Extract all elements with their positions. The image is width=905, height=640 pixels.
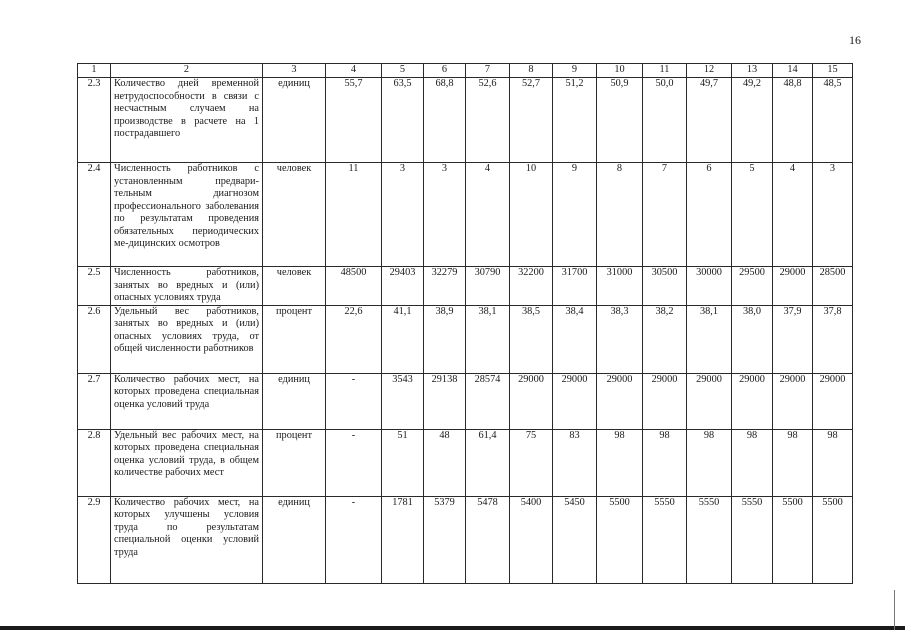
row-number: 2.4 <box>78 163 111 267</box>
value-cell: 29000 <box>553 373 597 429</box>
value-cell: 30790 <box>466 267 510 306</box>
value-cell: 41,1 <box>382 305 424 373</box>
value-cell: 29000 <box>773 373 813 429</box>
value-cell: 98 <box>687 429 732 496</box>
value-cell: 29000 <box>732 373 773 429</box>
value-cell: 7 <box>643 163 687 267</box>
indicator-name: Количество дней временной нетрудоспособности в связи с несчастным случаем на производстве в расчете на 1 пострадавшего <box>111 78 263 163</box>
column-header: 15 <box>813 64 853 78</box>
value-cell: 29000 <box>597 373 643 429</box>
column-header: 13 <box>732 64 773 78</box>
value-cell: 31700 <box>553 267 597 306</box>
value-cell: 28574 <box>466 373 510 429</box>
value-cell: - <box>326 429 382 496</box>
value-cell: 98 <box>732 429 773 496</box>
table-row <box>78 267 853 306</box>
value-cell: 30000 <box>687 267 732 306</box>
column-header: 8 <box>510 64 553 78</box>
value-cell: 38,4 <box>553 305 597 373</box>
value-cell: 49,2 <box>732 78 773 163</box>
value-cell: 38,0 <box>732 305 773 373</box>
value-cell: - <box>326 373 382 429</box>
value-cell: 98 <box>597 429 643 496</box>
table-row <box>78 429 853 496</box>
value-cell: 29000 <box>510 373 553 429</box>
value-cell: 22,6 <box>326 305 382 373</box>
column-header: 5 <box>382 64 424 78</box>
table-row <box>78 163 853 267</box>
table-row <box>78 373 853 429</box>
value-cell: 48500 <box>326 267 382 306</box>
value-cell: 3 <box>813 163 853 267</box>
row-number: 2.9 <box>78 496 111 583</box>
indicator-name: Численность работников, занятых во вредных и (или) опасных условиях труда <box>111 267 263 306</box>
value-cell: 37,9 <box>773 305 813 373</box>
column-header: 1 <box>78 64 111 78</box>
value-cell: 4 <box>773 163 813 267</box>
unit-cell: человек <box>263 267 326 306</box>
row-number: 2.8 <box>78 429 111 496</box>
unit-cell: единиц <box>263 496 326 583</box>
table-header-row <box>78 64 853 78</box>
value-cell: 5550 <box>643 496 687 583</box>
value-cell: 48,8 <box>773 78 813 163</box>
column-header: 12 <box>687 64 732 78</box>
value-cell: 51 <box>382 429 424 496</box>
value-cell: 5550 <box>732 496 773 583</box>
value-cell: 32279 <box>424 267 466 306</box>
value-cell: 6 <box>687 163 732 267</box>
table-row <box>78 305 853 373</box>
column-header: 6 <box>424 64 466 78</box>
value-cell: 38,1 <box>687 305 732 373</box>
value-cell: 38,9 <box>424 305 466 373</box>
value-cell: 29403 <box>382 267 424 306</box>
value-cell: 10 <box>510 163 553 267</box>
value-cell: 38,5 <box>510 305 553 373</box>
indicators-table <box>77 63 853 584</box>
page-bottom-rule <box>0 626 905 630</box>
value-cell: 50,9 <box>597 78 643 163</box>
value-cell: 48 <box>424 429 466 496</box>
value-cell: 52,7 <box>510 78 553 163</box>
value-cell: 4 <box>466 163 510 267</box>
value-cell: 38,3 <box>597 305 643 373</box>
value-cell: 98 <box>643 429 687 496</box>
table-row <box>78 496 853 583</box>
value-cell: 1781 <box>382 496 424 583</box>
value-cell: 3 <box>424 163 466 267</box>
value-cell: 55,7 <box>326 78 382 163</box>
value-cell: 29000 <box>643 373 687 429</box>
value-cell: - <box>326 496 382 583</box>
unit-cell: процент <box>263 429 326 496</box>
value-cell: 61,4 <box>466 429 510 496</box>
value-cell: 8 <box>597 163 643 267</box>
column-header: 14 <box>773 64 813 78</box>
value-cell: 29138 <box>424 373 466 429</box>
value-cell: 37,8 <box>813 305 853 373</box>
indicator-name: Удельный вес рабочих мест, на которых проведена специальная оценка условий труда, в общем количестве рабочих мест <box>111 429 263 496</box>
value-cell: 75 <box>510 429 553 496</box>
value-cell: 11 <box>326 163 382 267</box>
value-cell: 29000 <box>687 373 732 429</box>
indicator-name: Количество рабочих мест, на которых проведена специальная оценка условий труда <box>111 373 263 429</box>
column-header: 11 <box>643 64 687 78</box>
value-cell: 48,5 <box>813 78 853 163</box>
value-cell: 38,2 <box>643 305 687 373</box>
value-cell: 5500 <box>773 496 813 583</box>
indicator-name: Численность работников с установленным предвари-тельным диагнозом профессионального заболевания по результатам проведения обязательных периодических ме-дицинских осмотров <box>111 163 263 267</box>
value-cell: 29500 <box>732 267 773 306</box>
row-number: 2.6 <box>78 305 111 373</box>
value-cell: 68,8 <box>424 78 466 163</box>
value-cell: 5478 <box>466 496 510 583</box>
value-cell: 28500 <box>813 267 853 306</box>
value-cell: 31000 <box>597 267 643 306</box>
value-cell: 5500 <box>813 496 853 583</box>
value-cell: 63,5 <box>382 78 424 163</box>
value-cell: 29000 <box>773 267 813 306</box>
value-cell: 5400 <box>510 496 553 583</box>
column-header: 2 <box>111 64 263 78</box>
column-header: 3 <box>263 64 326 78</box>
column-header: 10 <box>597 64 643 78</box>
value-cell: 50,0 <box>643 78 687 163</box>
value-cell: 49,7 <box>687 78 732 163</box>
value-cell: 5379 <box>424 496 466 583</box>
row-number: 2.7 <box>78 373 111 429</box>
value-cell: 5450 <box>553 496 597 583</box>
column-header: 9 <box>553 64 597 78</box>
value-cell: 5550 <box>687 496 732 583</box>
unit-cell: единиц <box>263 373 326 429</box>
table-row <box>78 78 853 163</box>
row-number: 2.3 <box>78 78 111 163</box>
value-cell: 3 <box>382 163 424 267</box>
value-cell: 5500 <box>597 496 643 583</box>
unit-cell: единиц <box>263 78 326 163</box>
column-header: 4 <box>326 64 382 78</box>
indicator-name: Количество рабочих мест, на которых улучшены условия труда по результатам специальной оценки условий труда <box>111 496 263 583</box>
page-right-rule <box>894 590 895 630</box>
value-cell: 98 <box>813 429 853 496</box>
value-cell: 3543 <box>382 373 424 429</box>
value-cell: 52,6 <box>466 78 510 163</box>
value-cell: 29000 <box>813 373 853 429</box>
column-header: 7 <box>466 64 510 78</box>
value-cell: 83 <box>553 429 597 496</box>
page-number: 16 <box>849 33 861 47</box>
unit-cell: человек <box>263 163 326 267</box>
indicator-name: Удельный вес работников, занятых во вредных и (или) опасных условиях труда, от общей численности работников <box>111 305 263 373</box>
value-cell: 32200 <box>510 267 553 306</box>
value-cell: 9 <box>553 163 597 267</box>
value-cell: 30500 <box>643 267 687 306</box>
unit-cell: процент <box>263 305 326 373</box>
value-cell: 38,1 <box>466 305 510 373</box>
value-cell: 98 <box>773 429 813 496</box>
row-number: 2.5 <box>78 267 111 306</box>
value-cell: 51,2 <box>553 78 597 163</box>
value-cell: 5 <box>732 163 773 267</box>
